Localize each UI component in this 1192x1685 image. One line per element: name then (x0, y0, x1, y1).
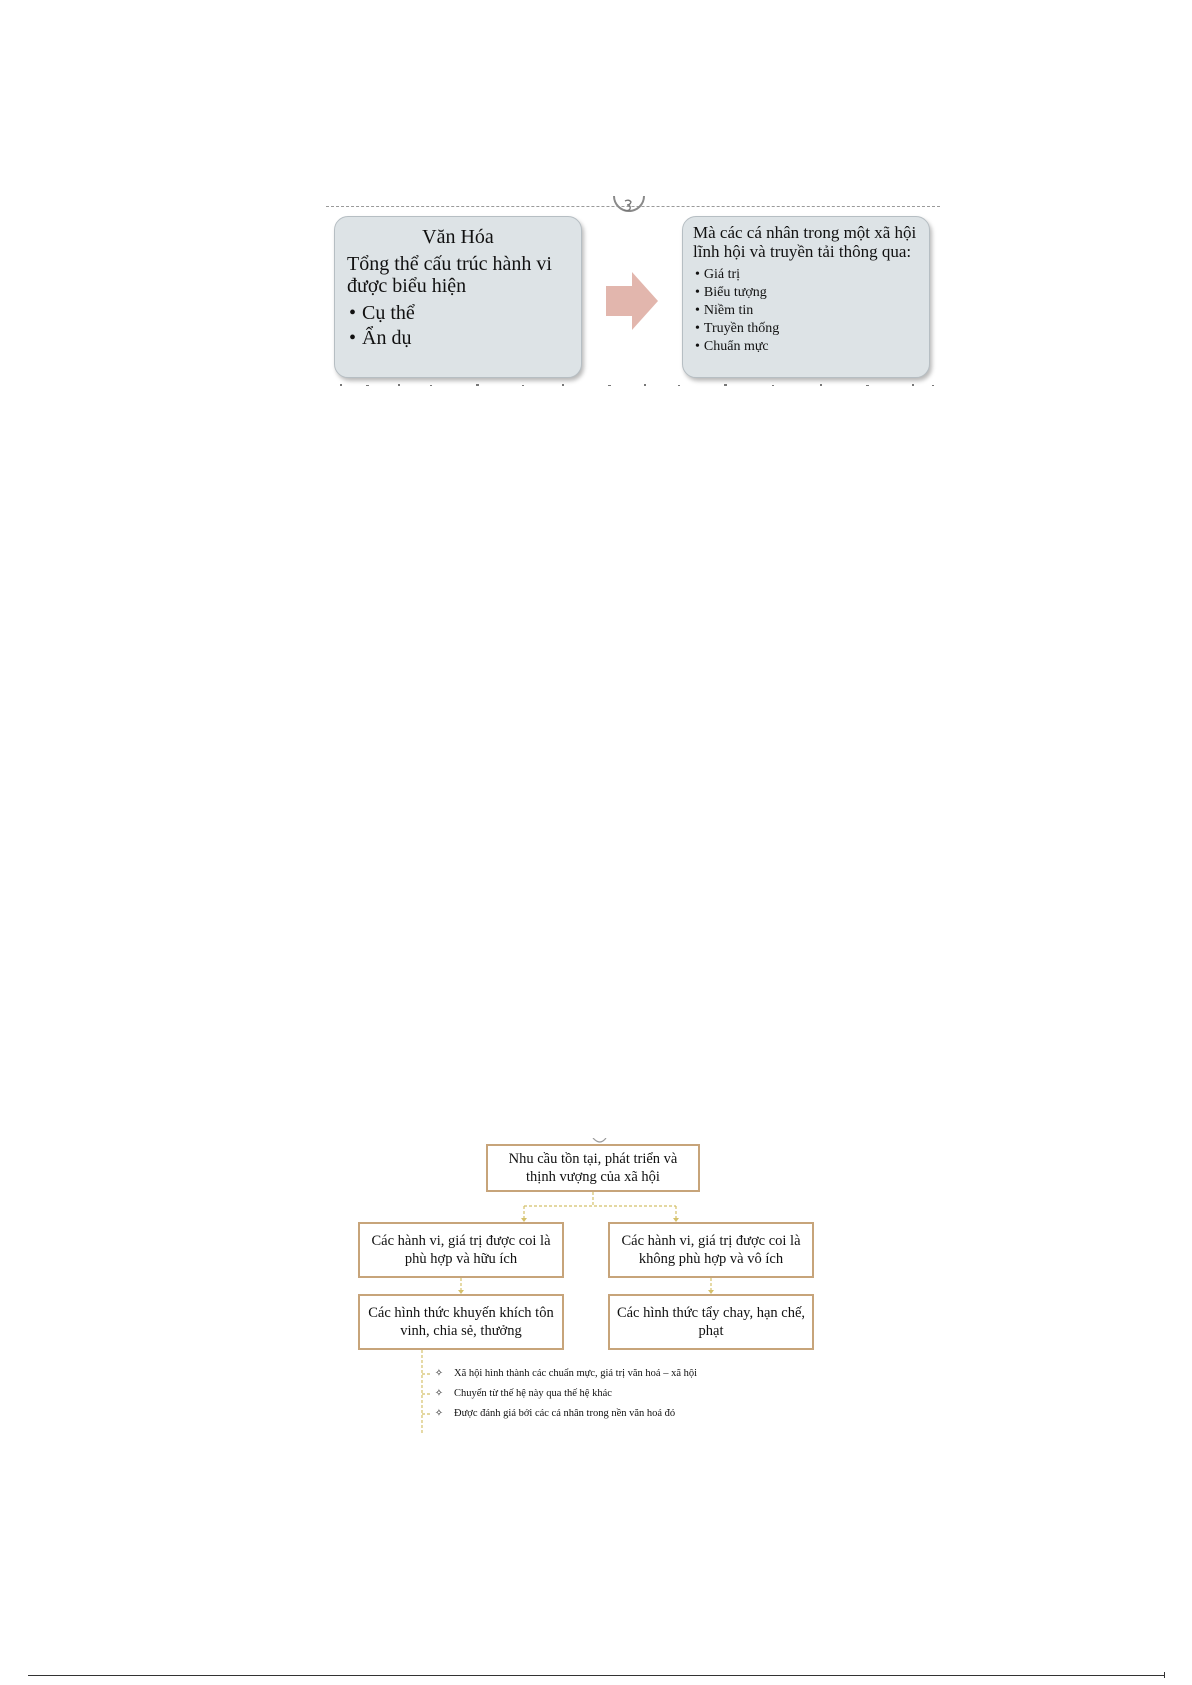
culture-title: Văn Hóa (422, 226, 494, 248)
list-item: • Niềm tin (695, 302, 919, 320)
note-text: Được đánh giá bởi các cá nhân trong nền văn hoá đó (454, 1408, 676, 1419)
culture-forms-list (349, 301, 569, 351)
list-item (432, 1404, 792, 1424)
diamond-bullet-icon: ✧ (434, 1388, 444, 1399)
note-text: Chuyển từ thế hệ này qua thế hệ khác (454, 1388, 612, 1399)
useful-behaviors-box: Các hành vi, giá trị được coi là phù hợp và hữu ích (358, 1222, 564, 1278)
list-item: • Chuẩn mực (695, 338, 919, 356)
list-item: • Truyền thống (695, 320, 919, 338)
list-item (432, 1384, 792, 1404)
note-text: Xã hội hình thành các chuẩn mực, giá trị văn hoá – xã hội (454, 1368, 698, 1379)
slide-number-badge-icon (612, 196, 646, 218)
cropped-text-fragment (326, 382, 940, 388)
list-item: • Ẩn dụ (349, 326, 569, 351)
list-item: • Giá trị (695, 266, 919, 284)
social-norms-flowchart (350, 1138, 830, 1438)
culture-definition-diagram (326, 206, 940, 386)
diamond-bullet-icon: ✧ (434, 1408, 444, 1419)
reward-forms-box: Các hình thức khuyến khích tôn vinh, chia sẻ, thưởng (358, 1294, 564, 1350)
culture-box (334, 216, 582, 378)
right-arrow-icon (606, 272, 658, 330)
transmission-description: Mà các cá nhân trong một xã hội lĩnh hội và truyền tải thông qua: (693, 223, 917, 261)
page-footer-rule (28, 1675, 1164, 1676)
list-item (432, 1364, 792, 1384)
transmission-channels-list (695, 266, 919, 356)
useless-behaviors-box: Các hành vi, giá trị được coi là không phù hợp và vô ích (608, 1222, 814, 1278)
outcome-notes-list (432, 1364, 792, 1424)
society-needs-box: Nhu cầu tồn tại, phát triển và thịnh vượng của xã hội (486, 1144, 700, 1192)
diamond-bullet-icon: ✧ (434, 1368, 444, 1379)
list-item: • Biểu tượng (695, 284, 919, 302)
transmission-box (682, 216, 930, 378)
list-item: • Cụ thể (349, 301, 569, 326)
punishment-forms-box: Các hình thức tẩy chay, hạn chế, phạt (608, 1294, 814, 1350)
culture-description: Tổng thể cấu trúc hành vi được biểu hiện (347, 253, 552, 297)
page-footer-tick (1164, 1672, 1165, 1678)
